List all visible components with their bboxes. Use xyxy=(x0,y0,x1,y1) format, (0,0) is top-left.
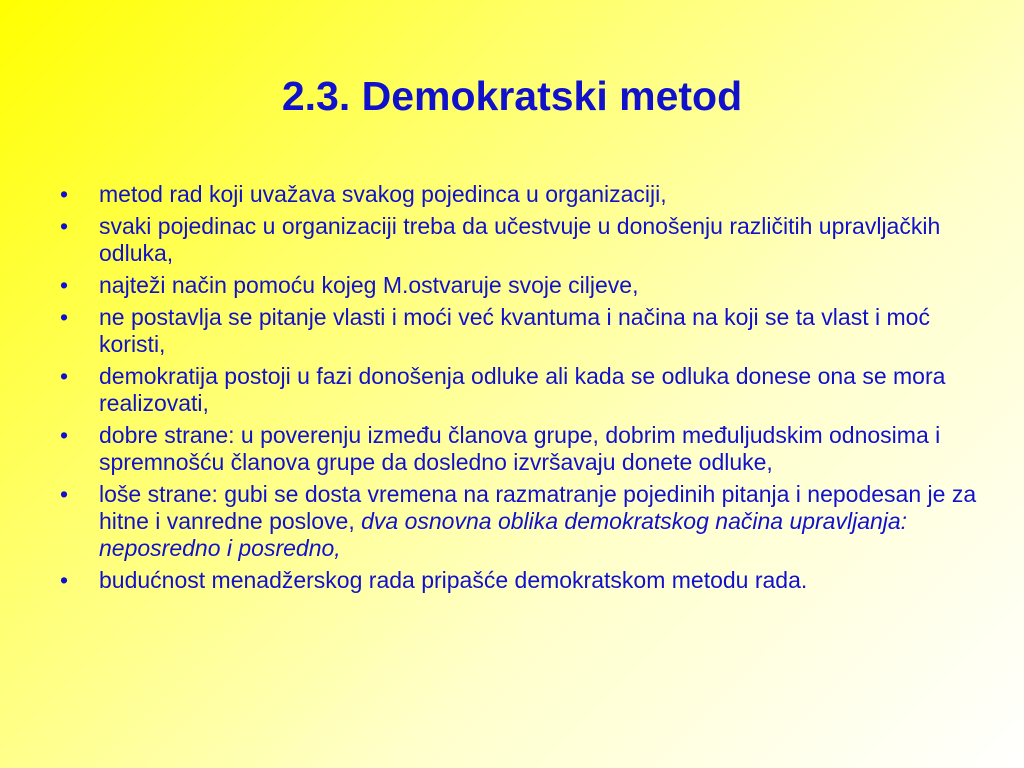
bullet-marker: • xyxy=(60,363,69,389)
bullet-marker: • xyxy=(60,422,69,448)
bullet-text: dobre strane: u poverenju između članova grupe, dobrim međuljudskim odnosima i spremnošću članova grupe da dosledno izvršavaju donete odluke, xyxy=(99,422,941,475)
bullet-item xyxy=(58,304,978,358)
slide-title: 2.3. Demokratski metod xyxy=(281,73,743,119)
bullet-text: ne postavlja se pitanje vlasti i moći već kvantuma i načina na koji se ta vlast i moć koristi, xyxy=(99,304,930,357)
bullet-item xyxy=(58,422,978,476)
bullet-item xyxy=(58,272,978,299)
bullet-marker: • xyxy=(60,181,69,207)
bullet-list xyxy=(58,181,978,599)
bullet-marker: • xyxy=(60,567,69,593)
bullet-marker: • xyxy=(60,481,69,507)
bullet-text: najteži način pomoću kojeg M.ostvaruje svoje ciljeve, xyxy=(99,272,639,298)
bullet-text: loše strane: gubi se dosta vremena na razmatranje pojedinih pitanja i nepodesan je za hitne i vanredne poslove, xyxy=(99,481,977,534)
bullet-text: svaki pojedinac u organizaciji treba da učestvuje u donošenju različitih upravljačkih odluka, xyxy=(99,213,941,266)
bullet-marker: • xyxy=(60,272,69,298)
bullet-item xyxy=(58,481,978,562)
bullet-italic-text: dva osnovna oblika demokratskog načina upravljanja: neposredno i posredno, xyxy=(99,508,908,561)
bullet-text: metod rad koji uvažava svakog pojedinca u organizaciji, xyxy=(99,181,667,207)
bullet-item xyxy=(58,213,978,267)
bullet-marker: • xyxy=(60,304,69,330)
bullet-marker: • xyxy=(60,213,69,239)
bullet-item xyxy=(58,567,978,594)
bullet-text: demokratija postoji u fazi donošenja odluke ali kada se odluka donese ona se mora realizovati, xyxy=(99,363,946,416)
bullet-item xyxy=(58,181,978,208)
bullet-text: budućnost menadžerskog rada pripašće demokratskom metodu rada. xyxy=(99,567,808,593)
bullet-item xyxy=(58,363,978,417)
